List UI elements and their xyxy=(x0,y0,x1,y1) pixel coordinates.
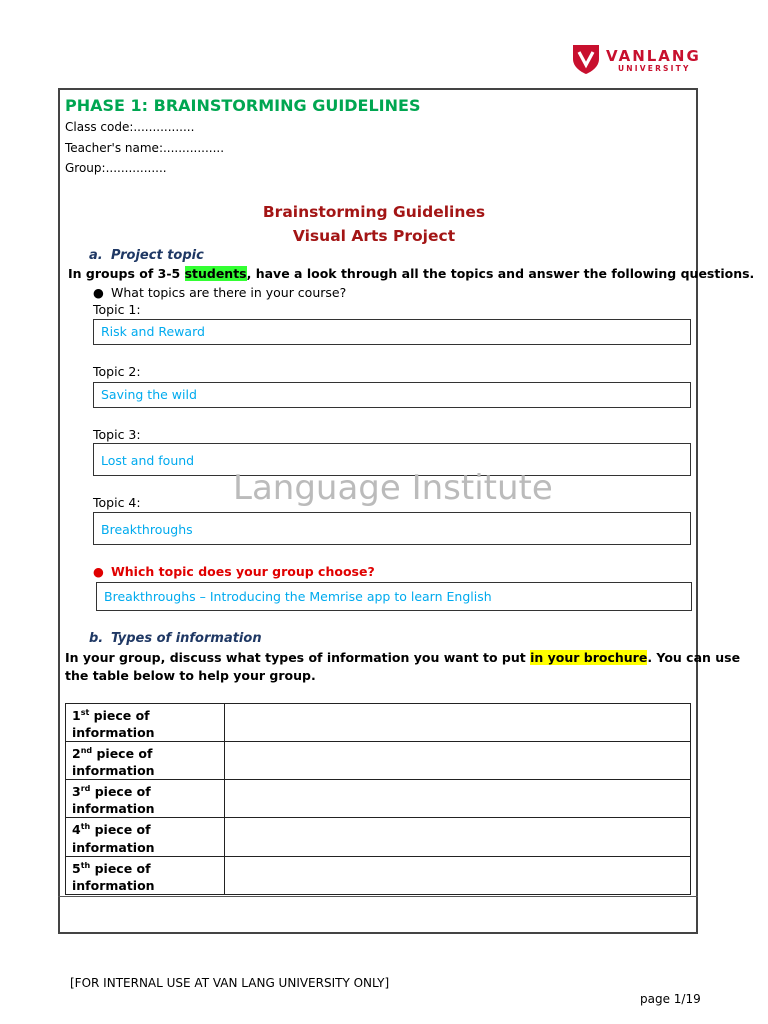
row-label: 4th piece of information xyxy=(66,818,225,856)
choice-question: Which topic does your group choose? xyxy=(111,564,375,579)
row-label: 3rd piece of information xyxy=(66,780,225,818)
row-label: 2nd piece of information xyxy=(66,742,225,780)
section-b-instruction-line2: the table below to help your group. xyxy=(65,668,316,683)
topic-4-field[interactable]: Breakthroughs xyxy=(93,512,691,545)
row-input-cell[interactable] xyxy=(225,818,691,856)
row-input-cell[interactable] xyxy=(225,780,691,818)
topic-2-label: Topic 2: xyxy=(93,364,141,379)
section-b-marker: b. xyxy=(89,631,104,646)
section-a-marker: a. xyxy=(89,248,103,263)
row-input-cell[interactable] xyxy=(225,704,691,742)
table-row xyxy=(66,742,691,780)
row-input-cell[interactable] xyxy=(225,856,691,894)
page-number: page 1/19 xyxy=(640,992,701,1006)
topic-3-label: Topic 3: xyxy=(93,427,141,442)
logo-subtitle: UNIVERSITY xyxy=(618,64,691,73)
vanlang-shield-logo-icon xyxy=(571,43,601,75)
row-label: 5th piece of information xyxy=(66,856,225,894)
section-b-title: Types of information xyxy=(111,631,262,646)
bullet-dot-icon: ● xyxy=(93,285,104,300)
row-label: 1st piece of information xyxy=(66,704,225,742)
group-field: Group:................ xyxy=(65,161,167,175)
logo-name: VANLANG xyxy=(606,47,701,65)
table-row xyxy=(66,856,691,894)
watermark: Language Institute xyxy=(233,468,553,508)
footer-note: [FOR INTERNAL USE AT VAN LANG UNIVERSITY ONLY] xyxy=(70,976,390,990)
table-row xyxy=(66,780,691,818)
heading-line2: Visual Arts Project xyxy=(292,227,456,245)
heading-line1: Brainstorming Guidelines xyxy=(262,203,486,221)
topic-1-label: Topic 1: xyxy=(93,302,141,317)
section-a-title: Project topic xyxy=(111,248,204,263)
table-row xyxy=(66,818,691,856)
section-a-instruction: In groups of 3-5 students, have a look through all the topics and answer the following questions. xyxy=(68,266,755,281)
section-b-instruction: In your group, discuss what types of information you want to put in your brochure. You can use xyxy=(65,650,741,665)
teacher-name: Teacher's name:................ xyxy=(65,141,225,155)
class-code: Class code:................ xyxy=(65,120,195,134)
table-row xyxy=(66,704,691,742)
topic-3-field[interactable]: Lost and found xyxy=(93,443,691,476)
frame-divider xyxy=(58,896,698,897)
chosen-topic-field[interactable]: Breakthroughs – Introducing the Memrise app to learn English xyxy=(96,582,692,611)
topics-question: What topics are there in your course? xyxy=(111,285,347,300)
topic-2-field[interactable]: Saving the wild xyxy=(93,382,691,408)
topic-1-field[interactable]: Risk and Reward xyxy=(93,319,691,345)
row-input-cell[interactable] xyxy=(225,742,691,780)
bullet-dot-icon: ● xyxy=(93,564,104,579)
phase-title: PHASE 1: BRAINSTORMING GUIDELINES xyxy=(65,96,421,115)
information-table xyxy=(65,703,691,895)
topic-4-label: Topic 4: xyxy=(93,495,141,510)
